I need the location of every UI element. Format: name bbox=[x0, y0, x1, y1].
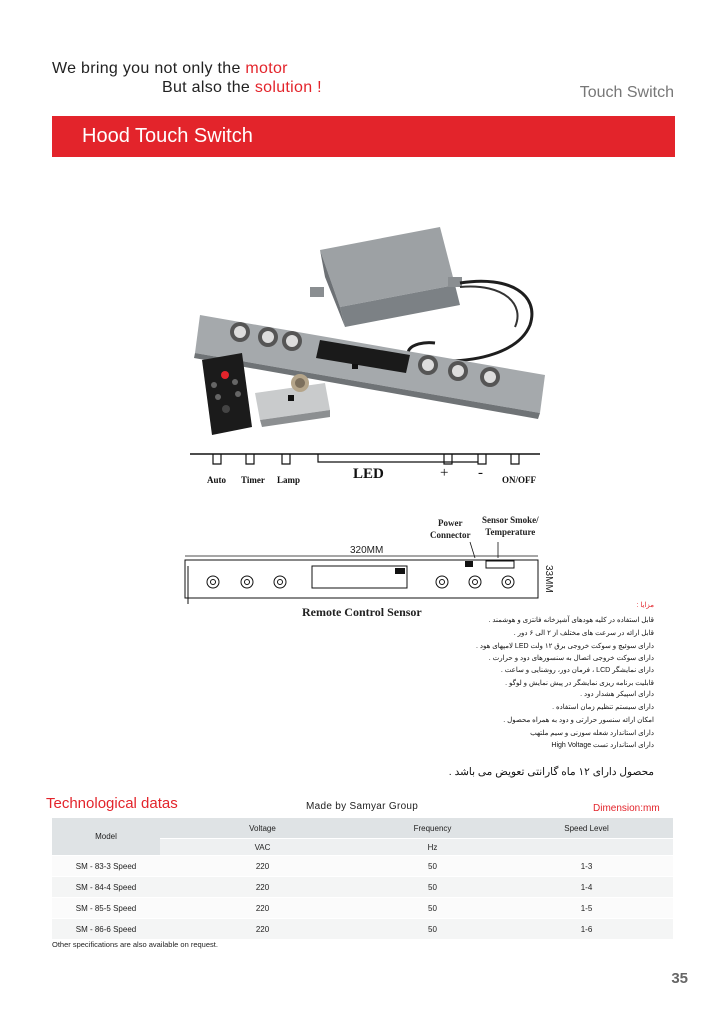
feature-item: دارای استاندارد تست High Voltage bbox=[551, 742, 654, 749]
feature-item: دارای اسپیکر هشدار دود . bbox=[580, 691, 654, 698]
cell-frequency: 50 bbox=[365, 877, 500, 898]
sensor-image bbox=[255, 374, 330, 427]
tagline-line-1: We bring you not only the motor bbox=[52, 60, 288, 77]
feature-item: قابلیت برنامه ریزی نمایشگر در پیش نمایش و لوگو . bbox=[505, 680, 654, 687]
width-dimension: 320MM bbox=[350, 545, 384, 556]
col-header-speed: Speed Level bbox=[500, 818, 673, 839]
cell-speed: 1-4 bbox=[500, 877, 673, 898]
cell-voltage: 220 bbox=[160, 856, 365, 877]
feature-item: قابل استفاده در کلیه هودهای آشپزخانه فانتزی و هوشمند . bbox=[488, 617, 654, 624]
feature-item: دارای سوئیچ و سوکت خروجی برق ۱۲ ولت LED لامپهای هود . bbox=[476, 643, 654, 650]
cell-frequency: 50 bbox=[365, 919, 500, 940]
cell-model: SM - 83-3 Speed bbox=[52, 856, 160, 877]
power-connector-label: Power Connector bbox=[430, 518, 471, 540]
technical-drawing bbox=[180, 528, 545, 608]
legend-onoff: ON/OFF bbox=[502, 475, 536, 485]
col-header-frequency: Frequency bbox=[365, 818, 500, 839]
made-by: Made by Samyar Group bbox=[306, 801, 419, 812]
cell-speed: 1-5 bbox=[500, 898, 673, 919]
page-number: 35 bbox=[671, 970, 688, 987]
cell-voltage: 220 bbox=[160, 877, 365, 898]
legend-led: LED bbox=[353, 466, 384, 482]
remote-sensor-caption: Remote Control Sensor bbox=[302, 605, 422, 619]
cell-speed: 1-3 bbox=[500, 856, 673, 877]
cell-model: SM - 84-4 Speed bbox=[52, 877, 160, 898]
cell-model: SM - 85-5 Speed bbox=[52, 898, 160, 919]
cell-model: SM - 86-6 Speed bbox=[52, 919, 160, 940]
cell-speed: 1-6 bbox=[500, 919, 673, 940]
unit-frequency: Hz bbox=[365, 839, 500, 856]
table-row bbox=[52, 877, 673, 898]
tagline-line-2: But also the solution ! bbox=[162, 79, 322, 96]
sensor-smoke-label: Sensor Smoke/ Temperature bbox=[482, 515, 539, 537]
unit-voltage: VAC bbox=[160, 839, 365, 856]
category-label: Touch Switch bbox=[579, 84, 674, 101]
title-banner bbox=[52, 116, 675, 157]
feature-item: دارای نمایشگر LCD ، فرمان دور، روشنایی و ساعت . bbox=[500, 667, 654, 674]
col-header-model: Model bbox=[52, 818, 160, 856]
feature-item: دارای سوکت خروجی اتصال به سنسورهای دود و حرارت . bbox=[488, 655, 654, 662]
tech-data-title: Technological datas bbox=[46, 795, 178, 812]
cell-voltage: 220 bbox=[160, 898, 365, 919]
table-row bbox=[52, 856, 673, 877]
dimension-unit: Dimension:mm bbox=[593, 803, 660, 814]
cell-frequency: 50 bbox=[365, 898, 500, 919]
table-row bbox=[52, 898, 673, 919]
control-box-image bbox=[310, 227, 462, 327]
feature-item: امکان ارائه سنسور حرارتی و دود به همراه محصول . bbox=[503, 717, 654, 724]
spec-note: Other specifications are also available on request. bbox=[52, 940, 218, 949]
features-heading: مزایا : bbox=[636, 602, 654, 609]
table-row bbox=[52, 919, 673, 940]
unit-speed bbox=[500, 839, 673, 856]
warranty-note: محصول دارای ۱۲ ماه گارانتی تعویض می باشد . bbox=[448, 766, 654, 778]
product-photo bbox=[180, 215, 550, 440]
col-header-voltage: Voltage bbox=[160, 818, 365, 839]
height-dimension: 33MM bbox=[543, 565, 554, 593]
legend-auto: Auto bbox=[207, 475, 227, 485]
legend-minus: - bbox=[478, 465, 483, 481]
cell-frequency: 50 bbox=[365, 856, 500, 877]
feature-item: دارای سیستم تنظیم زمان استفاده . bbox=[552, 704, 654, 711]
feature-item: قابل ارائه در سرعت های مختلف از ۲ الی ۶ دور . bbox=[513, 630, 654, 637]
spec-table bbox=[52, 818, 673, 940]
legend-plus: + bbox=[440, 465, 449, 481]
legend-timer: Timer bbox=[241, 475, 265, 485]
feature-item: دارای استاندارد شعله سوزنی و سیم ملتهب bbox=[530, 730, 654, 737]
legend-lamp: Lamp bbox=[277, 475, 301, 485]
cell-voltage: 220 bbox=[160, 919, 365, 940]
banner-title: Hood Touch Switch bbox=[82, 125, 253, 147]
